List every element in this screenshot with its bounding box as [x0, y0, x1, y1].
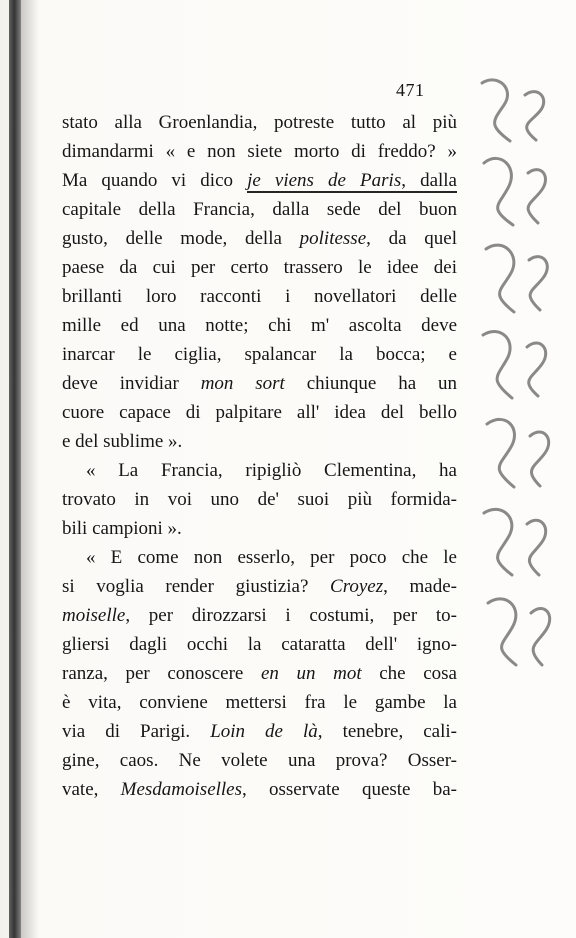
text-line-8: mille ed una notte; chi m' ascolta deve [62, 315, 457, 336]
line-22-text-a: via di Parigi. [62, 721, 211, 742]
line-3-text-c: , dalla [401, 170, 457, 191]
line-10-italic-phrase: mon sort [200, 373, 285, 394]
text-line-2: dimandarmi « e non siete morto di freddo? » [62, 141, 457, 162]
line-24-text-c: , osservate queste ba- [242, 779, 457, 800]
page-number: 471 [396, 80, 425, 100]
text-line-22 [62, 717, 457, 746]
line-3-italic-phrase: je viens de Paris [247, 170, 402, 191]
line-20-text-c: che cosa [361, 663, 457, 684]
line-20-text-a: ranza, per conoscere [62, 663, 261, 684]
text-line-11: cuore capace di palpitare all' idea del bello [62, 402, 457, 423]
line-5-text-a: gusto, delle mode, della [62, 228, 300, 249]
text-line-14: trovato in voi uno de' suoi più formida- [62, 489, 457, 510]
line-10-text-c: chiunque ha un [284, 373, 457, 394]
spine-shadow [21, 0, 39, 938]
text-line-15: bili campioni ». [62, 518, 182, 539]
text-line-20 [62, 659, 457, 688]
text-line-4: capitale della Francia, dalla sede del buon [62, 199, 457, 220]
book-spine [9, 0, 21, 938]
text-line-18 [62, 601, 457, 630]
line-22-text-c: , tenebre, cali- [317, 721, 457, 742]
line-18-text-b: , per dirozzarsi i costumi, per to- [125, 605, 457, 626]
line-17-text-c: , made- [383, 576, 457, 597]
text-line-17 [62, 572, 457, 601]
handwritten-marginalia [470, 55, 565, 705]
line-22-italic-phrase: Loin de là [210, 721, 318, 742]
line-24-text-a: vate, [62, 779, 121, 800]
line-24-italic-word: Mesdamoiselles [120, 779, 243, 800]
text-line-16: « E come non esserlo, per poco che le [86, 547, 457, 568]
line-10-text-a: deve invidiar [62, 373, 201, 394]
line-5-text-c: , da quel [366, 228, 457, 249]
text-line-23: gine, caos. Ne volete una prova? Osser- [62, 750, 457, 771]
text-line-12: e del sublime ». [62, 431, 183, 452]
text-line-6: paese da cui per certo trassero le idee dei [62, 257, 457, 278]
line-3-underlined-span [247, 170, 457, 193]
text-line-21: è vita, conviene mettersi fra le gambe la [62, 692, 457, 713]
line-5-italic-word: politesse [299, 228, 367, 249]
text-line-9: inarcar le ciglia, spalancar la bocca; e [62, 344, 457, 365]
line-17-italic-word: Croyez [330, 576, 384, 597]
text-line-1: stato alla Groenlandia, potreste tutto al più [62, 112, 457, 133]
marginalia-scribble [470, 55, 565, 705]
text-line-19: gliersi dagli occhi la cataratta dell' igno- [62, 634, 457, 655]
text-line-3 [62, 166, 457, 195]
line-18-italic-word: moiselle [62, 605, 126, 626]
line-17-text-a: si voglia render giustizia? [62, 576, 331, 597]
text-line-13: « La Francia, ripigliò Clementina, ha [86, 460, 457, 481]
line-3-text-a: Ma quando vi dico [62, 170, 248, 191]
text-line-24 [62, 775, 457, 804]
line-20-italic-phrase: en un mot [260, 663, 362, 684]
main-text [62, 108, 457, 804]
text-line-10 [62, 369, 457, 398]
text-line-7: brillanti loro racconti i novellatori delle [62, 286, 457, 307]
text-line-5 [62, 224, 457, 253]
